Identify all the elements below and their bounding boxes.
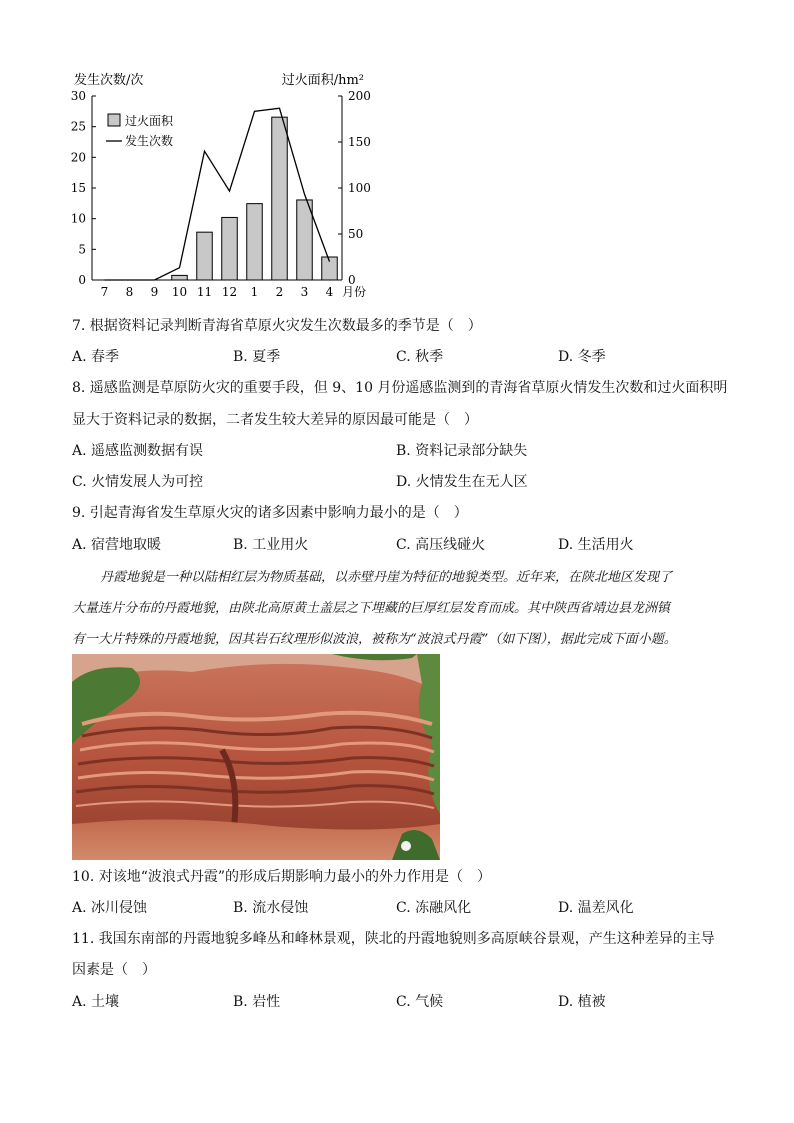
x-tick-label: 2 bbox=[275, 285, 284, 299]
left-tick-label: 30 bbox=[70, 89, 86, 103]
q11-option-c[interactable]: C. 气候 bbox=[396, 994, 444, 1010]
question-7: 7. 根据资料记录判断青海省草原火灾发生次数最多的季节是（ ） bbox=[72, 318, 482, 334]
area-bar bbox=[272, 117, 288, 280]
left-tick-label: 10 bbox=[70, 211, 86, 226]
x-tick-label: 12 bbox=[221, 285, 238, 299]
left-tick-label: 25 bbox=[70, 119, 86, 134]
x-tick-label: 9 bbox=[150, 285, 159, 299]
q8-option-a[interactable]: A. 遥感监测数据有误 bbox=[72, 443, 204, 459]
x-tick-label: 10 bbox=[171, 285, 188, 299]
q9-option-b[interactable]: B. 工业用火 bbox=[233, 537, 309, 553]
x-tick-label: 7 bbox=[100, 285, 109, 299]
q11-option-b[interactable]: B. 岩性 bbox=[233, 994, 281, 1010]
q8-option-b[interactable]: B. 资料记录部分缺失 bbox=[396, 443, 528, 459]
area-bar bbox=[247, 204, 263, 280]
q9-option-c[interactable]: C. 高压线碰火 bbox=[396, 537, 486, 553]
x-tick-label: 1 bbox=[250, 285, 259, 299]
q7-option-d[interactable]: D. 冬季 bbox=[558, 349, 606, 365]
area-bar bbox=[197, 232, 213, 280]
x-tick-label: 4 bbox=[325, 285, 334, 299]
q7-option-c[interactable]: C. 秋季 bbox=[396, 349, 444, 365]
passage-line-3: 有一大片特殊的丹霞地貌，因其岩石纹理形似波浪，被称为“波浪式丹霞”（如下图），据此完成下面小题。 bbox=[72, 632, 677, 647]
area-bar bbox=[222, 217, 238, 280]
question-11-line2: 因素是（ ） bbox=[72, 962, 156, 978]
danxia-photo bbox=[72, 654, 440, 860]
q8-option-c[interactable]: C. 火情发展人为可控 bbox=[72, 474, 204, 490]
reading-passage bbox=[72, 562, 722, 655]
question-8-line2: 显大于资料记录的数据，二者发生较大差异的原因最可能是（ ） bbox=[72, 412, 478, 428]
right-tick-label: 200 bbox=[348, 89, 371, 103]
left-tick-label: 0 bbox=[78, 273, 86, 287]
left-tick-label: 20 bbox=[70, 150, 86, 165]
fire-chart bbox=[60, 68, 380, 300]
right-tick-label: 100 bbox=[348, 181, 371, 195]
right-tick-label: 50 bbox=[348, 227, 364, 241]
area-bar bbox=[297, 200, 313, 280]
x-tick-label: 8 bbox=[125, 285, 134, 299]
question-9: 9. 引起青海省发生草原火灾的诸多因素中影响力最小的是（ ） bbox=[72, 505, 468, 521]
legend-area-label: 过火面积 bbox=[125, 114, 174, 128]
question-11-line1: 11. 我国东南部的丹霞地貌多峰丛和峰林景观，陕北的丹霞地貌则多高原峡谷景观，产生这种差异的主导 bbox=[72, 931, 715, 947]
left-axis-label: 发生次数/次 bbox=[74, 73, 144, 88]
q10-option-d[interactable]: D. 温差风化 bbox=[558, 900, 634, 916]
right-tick-label: 0 bbox=[348, 273, 356, 287]
q7-option-b[interactable]: B. 夏季 bbox=[233, 349, 281, 365]
passage-line-1-text: 丹霞地貌是一种以陆相红层为物质基础，以赤壁丹崖为特征的地貌类型。近年来，在陕北地区发现了 bbox=[100, 570, 673, 585]
question-8-line1: 8. 遥感监测是草原防火灾的重要手段，但 9、10 月份遥感监测到的青海省草原火情发生次数和过火面积明 bbox=[72, 380, 728, 396]
q11-option-d[interactable]: D. 植被 bbox=[558, 994, 606, 1010]
q8-option-d[interactable]: D. 火情发生在无人区 bbox=[396, 474, 528, 490]
area-bar bbox=[172, 275, 188, 280]
right-tick-label: 150 bbox=[348, 135, 371, 149]
question-10: 10. 对该地“波浪式丹霞”的形成后期影响力最小的外力作用是（ ） bbox=[72, 869, 492, 885]
q11-option-a[interactable]: A. 土壤 bbox=[72, 994, 120, 1010]
q10-option-b[interactable]: B. 流水侵蚀 bbox=[233, 900, 309, 916]
q7-option-a[interactable]: A. 春季 bbox=[72, 349, 120, 365]
q9-option-d[interactable]: D. 生活用火 bbox=[558, 537, 634, 553]
passage-line-1 bbox=[72, 562, 722, 593]
q9-option-a[interactable]: A. 宿营地取暖 bbox=[72, 537, 162, 553]
right-axis-label: 过火面积/hm² bbox=[281, 73, 364, 88]
left-tick-label: 15 bbox=[70, 181, 86, 195]
legend-bar-swatch bbox=[108, 114, 120, 126]
x-tick-label: 3 bbox=[300, 285, 309, 299]
legend-count-label: 发生次数 bbox=[125, 134, 174, 148]
passage-line-2: 大量连片分布的丹霞地貌，由陕北高原黄土盖层之下埋藏的巨厚红层发育而成。其中陕西省靖边县龙洲镇 bbox=[72, 601, 671, 616]
q10-option-a[interactable]: A. 冰川侵蚀 bbox=[72, 900, 148, 916]
x-tick-label: 11 bbox=[196, 285, 213, 299]
x-unit-label: 月份 bbox=[342, 285, 367, 299]
left-tick-label: 5 bbox=[78, 242, 86, 257]
q10-option-c[interactable]: C. 冻融风化 bbox=[396, 900, 472, 916]
